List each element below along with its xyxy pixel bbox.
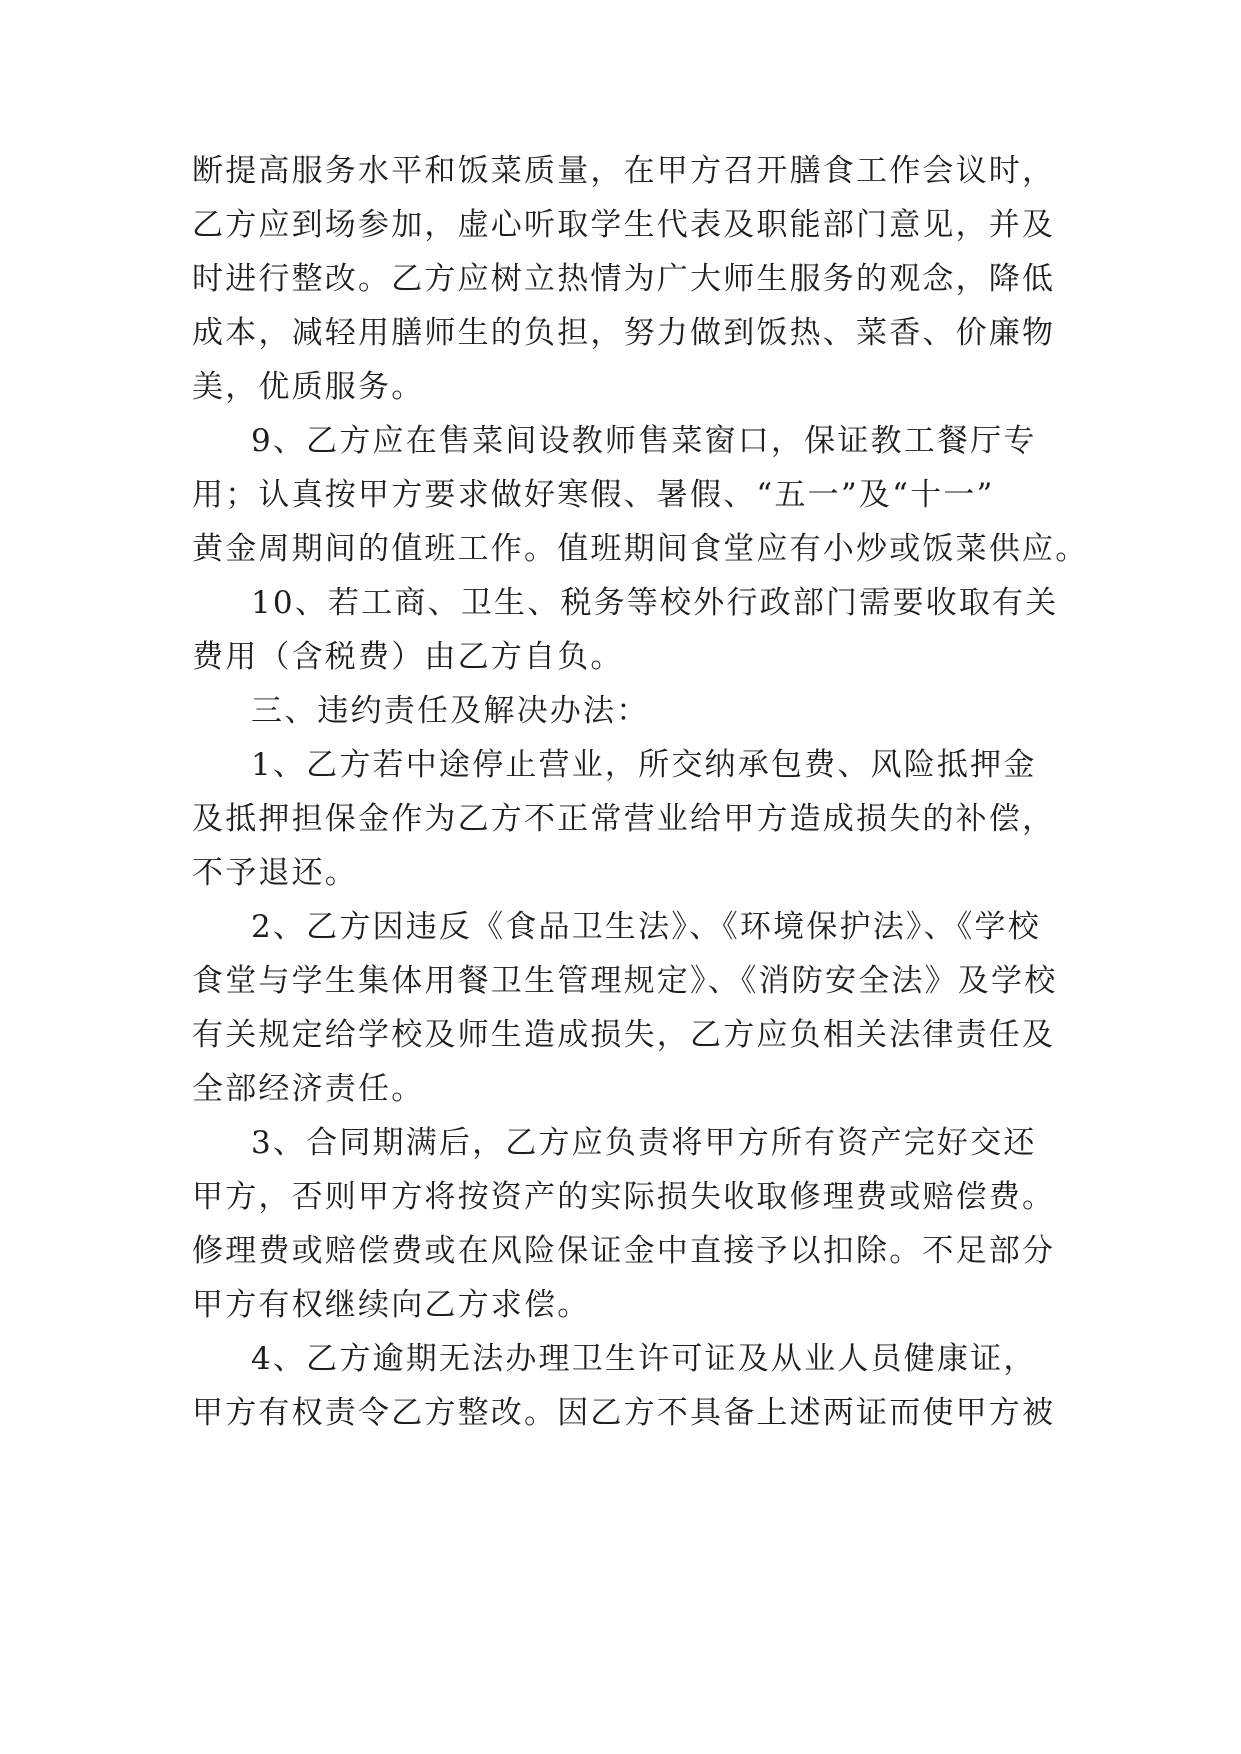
paragraph-start-line: 1、乙方若中途停止营业，所交纳承包费、风险抵押金	[251, 747, 1037, 783]
text-line: 甲方有权责令乙方整改。因乙方不具备上述两证而使甲方被	[192, 1395, 1056, 1431]
paragraph-start-line: 9、乙方应在售菜间设教师售菜窗口，保证教工餐厅专	[251, 423, 1037, 459]
text-line: 食堂与学生集体用餐卫生管理规定》、《消防安全法》及学校	[192, 963, 1058, 999]
paragraph-start-line: 3、合同期满后，乙方应负责将甲方所有资产完好交还	[251, 1125, 1037, 1161]
text-line: 黄金周期间的值班工作。值班期间食堂应有小炒或饭菜供应。	[192, 531, 1089, 567]
section-heading: 三、违约责任及解决办法：	[251, 693, 650, 729]
text-line: 美，优质服务。	[192, 369, 425, 405]
text-line: 用；认真按甲方要求做好寒假、暑假、“五一”及“十一”	[192, 477, 995, 513]
text-line: 甲方有权继续向乙方求偿。	[192, 1287, 591, 1323]
text-line: 不予退还。	[192, 855, 358, 891]
text-line: 修理费或赔偿费或在风险保证金中直接予以扣除。不足部分	[192, 1233, 1056, 1269]
text-line: 有关规定给学校及师生造成损失，乙方应负相关法律责任及	[192, 1017, 1056, 1053]
paragraph-start-line: 10、若工商、卫生、税务等校外行政部门需要收取有关	[251, 585, 1059, 621]
text-line: 断提高服务水平和饭菜质量，在甲方召开膳食工作会议时，	[192, 153, 1056, 189]
text-line: 费用（含税费）由乙方自负。	[192, 639, 624, 675]
text-line: 乙方应到场参加，虚心听取学生代表及职能部门意见，并及	[192, 207, 1056, 243]
text-line: 全部经济责任。	[192, 1071, 425, 1107]
text-line: 时进行整改。乙方应树立热情为广大师生服务的观念，降低	[192, 261, 1056, 297]
text-line: 成本，减轻用膳师生的负担，努力做到饭热、菜香、价廉物	[192, 315, 1056, 351]
paragraph-start-line: 2、乙方因违反《食品卫生法》、《环境保护法》、《学校	[251, 909, 1041, 945]
text-line: 及抵押担保金作为乙方不正常营业给甲方造成损失的补偿，	[192, 801, 1056, 837]
paragraph-start-line: 4、乙方逾期无法办理卫生许可证及从业人员健康证，	[251, 1341, 1037, 1377]
text-line: 甲方，否则甲方将按资产的实际损失收取修理费或赔偿费。	[192, 1179, 1056, 1215]
